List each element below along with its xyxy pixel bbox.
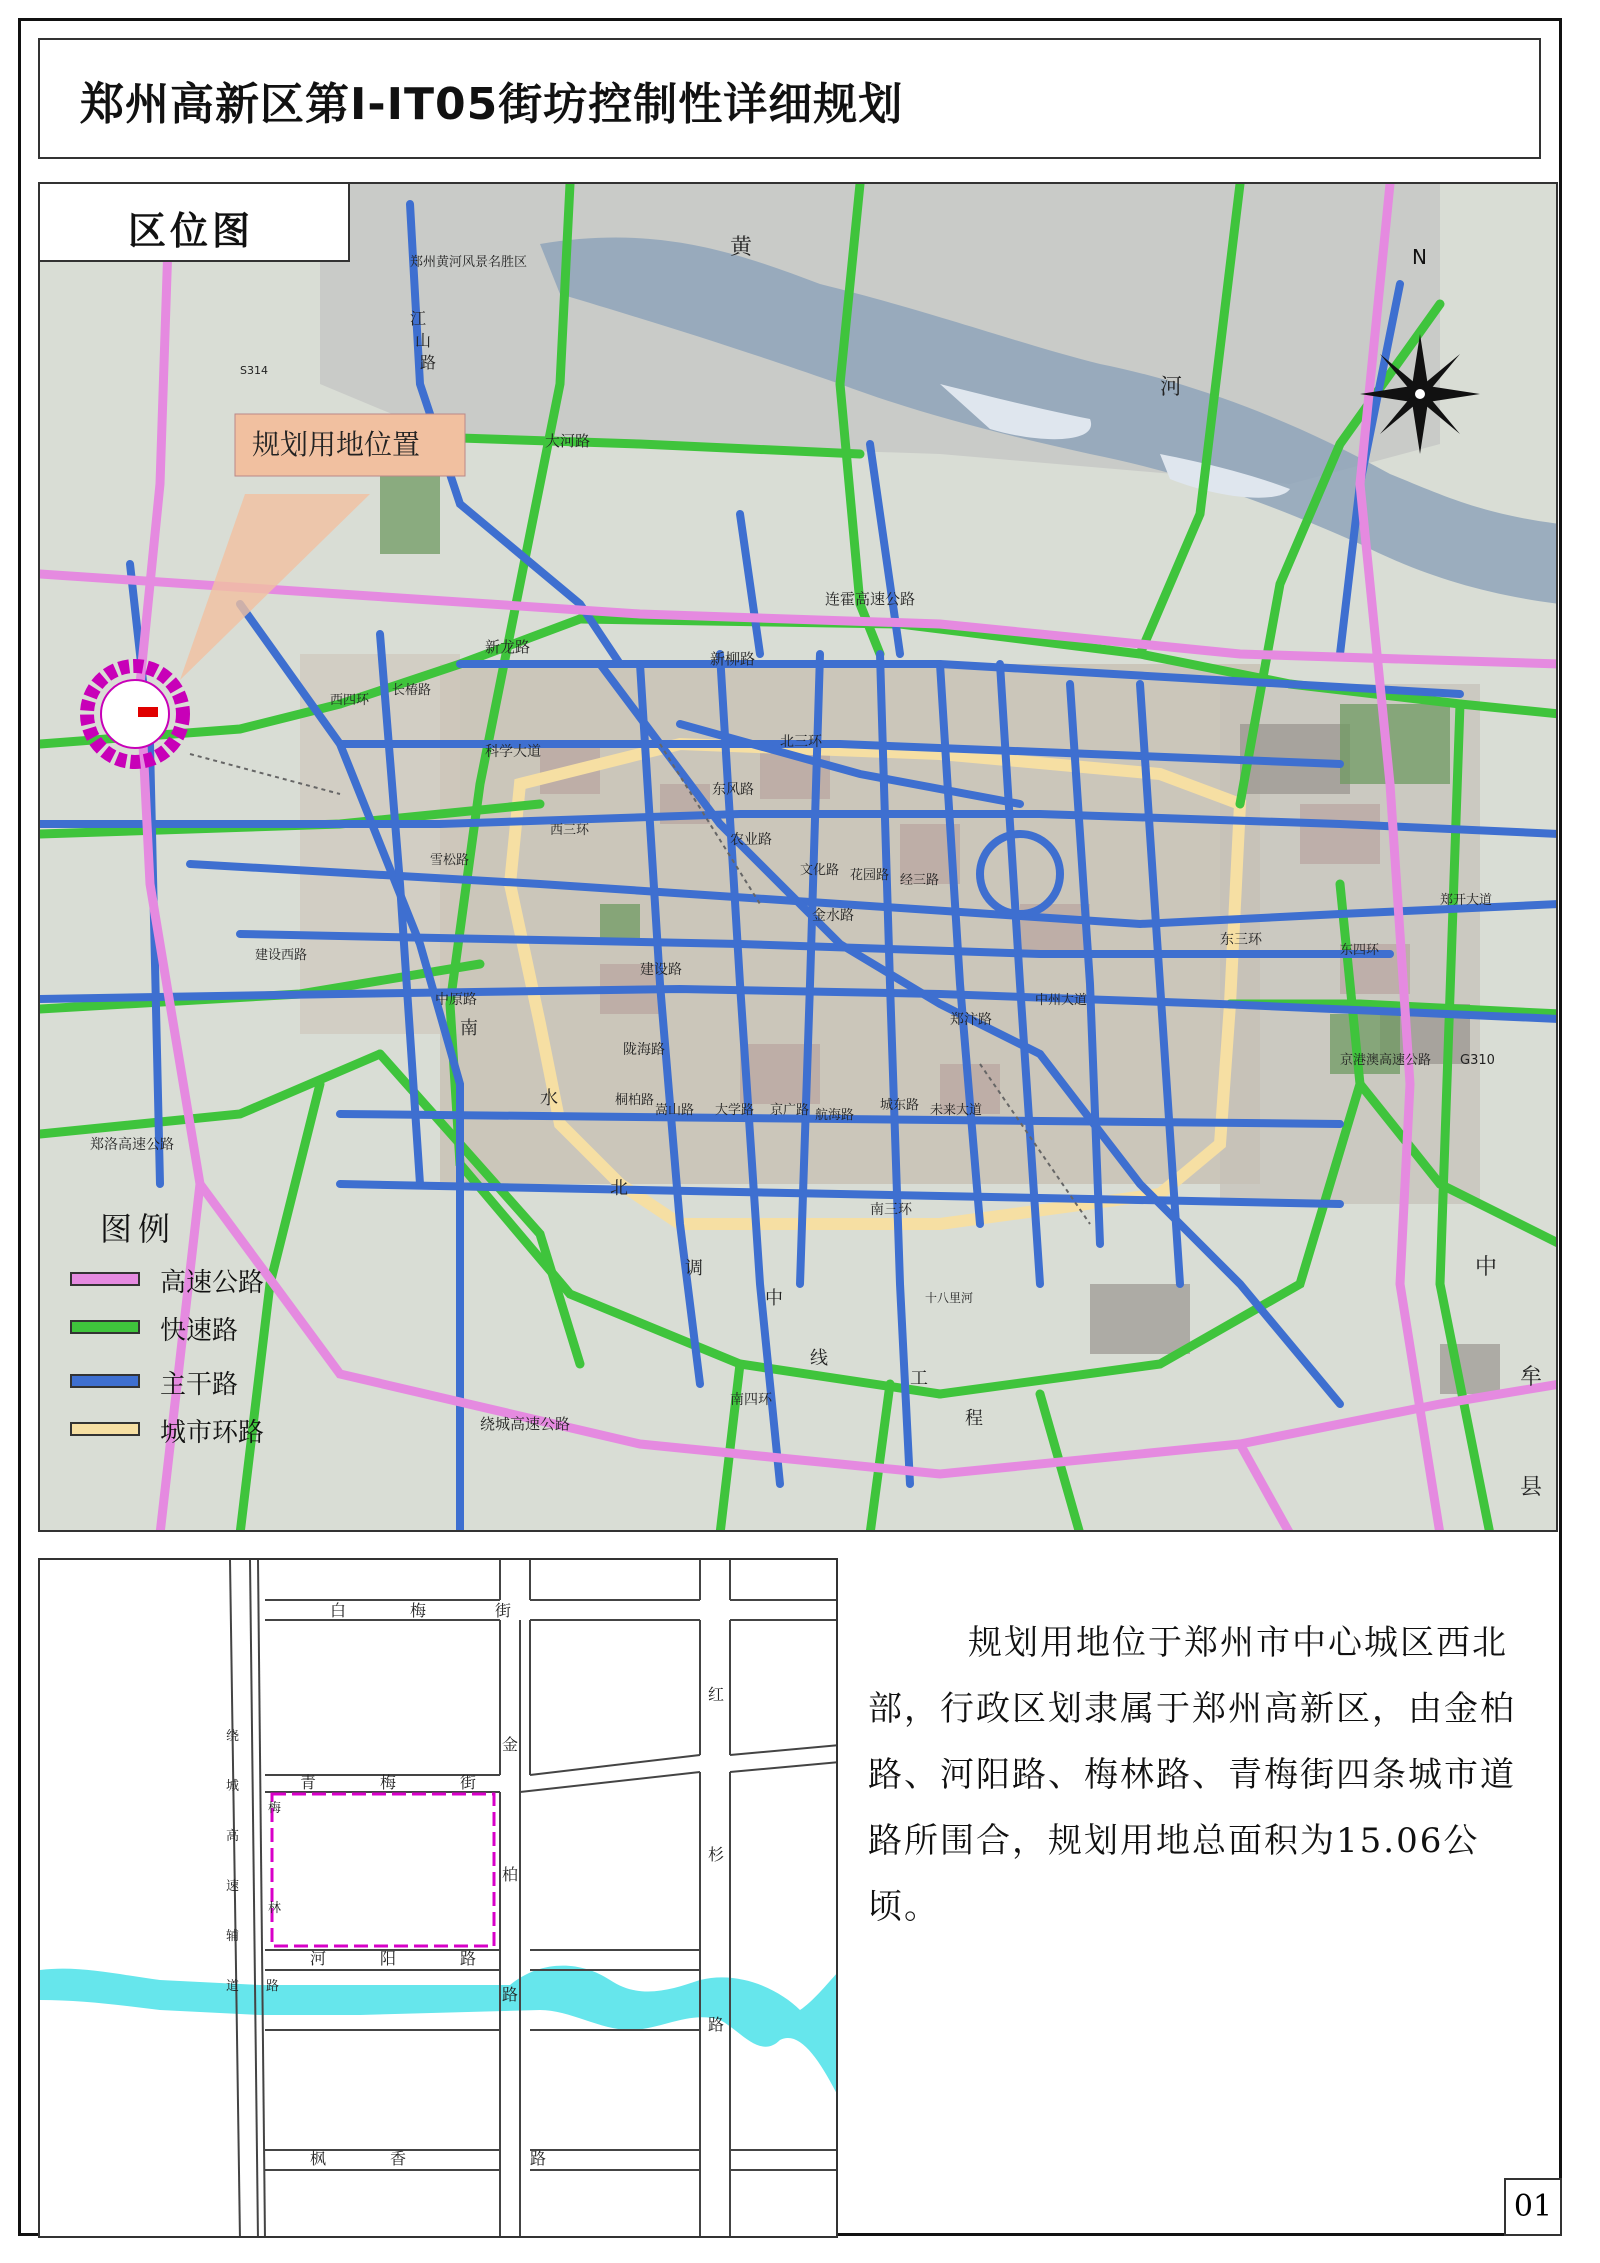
label-huayuan: 花园路 (850, 868, 890, 883)
label-dongfeng: 东风路 (712, 782, 754, 798)
label-mou: 牟 (1520, 1365, 1543, 1390)
label-dongsihuan: 东四环 (1340, 943, 1380, 958)
label-dongsanhuan: 东三环 (1220, 932, 1262, 948)
label-nongye: 农业路 (730, 832, 772, 848)
road-raocheng-2: 城 (226, 1779, 240, 1794)
label-xian2: 县 (1520, 1475, 1543, 1500)
label-changchun: 长椿路 (392, 683, 432, 698)
site-description-text: 规划用地位于郑州市中心城区西北部，行政区划隶属于郑州高新区，由金柏路、河阳路、梅林路、青梅街四条城市道路所围合，规划用地总面积为15.06公顷。 (868, 1623, 1516, 1927)
label-zhengbian: 郑汴路 (950, 1012, 992, 1028)
callout-label: 规划用地位置 (252, 428, 421, 461)
road-hongshan-3: 路 (708, 2015, 725, 2034)
label-longhai: 陇海路 (623, 1042, 665, 1058)
label-zhongzhou: 中州大道 (1035, 993, 1088, 1008)
road-fengxiang-3: 路 (530, 2149, 547, 2168)
label-lu: 路 (420, 353, 437, 372)
label-g310: G310 (1460, 1053, 1495, 1068)
label-xisanhuan: 西三环 (550, 823, 590, 838)
label-dahe: 大河路 (545, 432, 591, 450)
label-nan: 南 (460, 1018, 478, 1039)
label-shan: 山 (415, 331, 432, 350)
road-jinbai-2: 柏 (502, 1865, 519, 1884)
label-s314: S314 (240, 364, 268, 377)
label-jinggang: 京港澳高速公路 (1340, 1053, 1432, 1068)
legend-item-highway (70, 1262, 310, 1302)
north-letter: N (1412, 245, 1427, 269)
label-shui: 水 (540, 1088, 558, 1109)
road-raocheng-5: 辅 (226, 1929, 240, 1944)
label-zhong2: 中 (1475, 1255, 1498, 1280)
label-xinliu: 新柳路 (710, 650, 756, 668)
road-jinbai-1: 金 (502, 1735, 519, 1754)
street-qingmei-3: 街 (460, 1773, 477, 1792)
road-meilin-2: 林 (268, 1901, 282, 1916)
road-meilin-1: 梅 (268, 1801, 282, 1816)
location-map (38, 182, 1558, 1532)
road-heyang-2: 阳 (380, 1949, 397, 1968)
label-xinlong: 新龙路 (485, 638, 531, 656)
road-hongshan-2: 杉 (708, 1845, 725, 1864)
street-qingmei-2: 梅 (380, 1773, 397, 1792)
road-meilin-3: 路 (266, 1979, 280, 1994)
legend-swatch-ring (70, 1422, 140, 1436)
label-zhong: 中 (765, 1288, 783, 1309)
label-chengdong: 城东路 (880, 1098, 920, 1113)
label-lianhuo: 连霍高速公路 (825, 590, 916, 608)
label-jingguang: 京广路 (770, 1103, 810, 1118)
label-weilai: 未来大道 (930, 1103, 983, 1118)
label-nansanhuan: 南三环 (870, 1202, 912, 1218)
label-zhengluo: 郑洛高速公路 (90, 1137, 174, 1153)
label-beisanhuan: 北三环 (780, 734, 822, 750)
road-raocheng-3: 高 (226, 1829, 240, 1844)
site-map (38, 1558, 838, 2238)
page-title: 郑州高新区第I-IT05街坊控制性详细规划 (80, 79, 904, 130)
legend-label-expressway: 快速路 (160, 1316, 239, 1346)
label-songshan: 嵩山路 (655, 1103, 695, 1118)
legend-label-ring: 城市环路 (160, 1418, 265, 1448)
street-baimei-2: 梅 (410, 1601, 427, 1620)
legend-swatch-arterial (70, 1374, 140, 1388)
road-fengxiang-2: 香 (390, 2149, 407, 2168)
label-xian: 线 (810, 1348, 828, 1369)
legend-swatch-highway (70, 1272, 140, 1286)
label-cheng: 程 (965, 1408, 983, 1429)
title-box (38, 38, 1541, 159)
label-gong: 工 (910, 1368, 928, 1389)
legend-swatch-expressway (70, 1320, 140, 1334)
map-heading-box (40, 184, 350, 262)
label-wenhua: 文化路 (800, 863, 840, 878)
label-diao: 调 (685, 1258, 703, 1279)
legend-label-arterial: 主干路 (160, 1370, 239, 1400)
label-jiang: 江 (410, 309, 427, 328)
site-map-canvas (40, 1560, 838, 2238)
label-daxue: 大学路 (715, 1103, 755, 1118)
label-xisihuan: 西四环 (330, 693, 370, 708)
label-jinshui: 金水路 (812, 908, 854, 924)
label-kexue: 科学大道 (485, 744, 541, 760)
legend-item-expressway (70, 1310, 310, 1350)
road-raocheng-6: 道 (226, 1979, 240, 1994)
label-xuesong: 雪松路 (430, 853, 470, 868)
legend-item-ring (70, 1412, 310, 1452)
street-baimei-1: 白 (330, 1601, 347, 1620)
label-hanghai: 航海路 (815, 1108, 855, 1123)
site-marker (138, 707, 158, 717)
label-nansihuan: 南四环 (730, 1392, 772, 1408)
street-baimei-3: 街 (495, 1601, 512, 1620)
label-scenic: 郑州黄河风景名胜区 (410, 255, 528, 270)
street-qingmei-1: 青 (300, 1773, 317, 1792)
site-description (868, 1610, 1528, 1940)
legend-title: 图例 (100, 1210, 177, 1248)
legend-label-highway: 高速公路 (160, 1268, 265, 1298)
road-heyang-3: 路 (460, 1949, 477, 1968)
page-number: 01 (1504, 2178, 1562, 2236)
road-heyang-1: 河 (310, 1949, 327, 1968)
road-raocheng-4: 速 (226, 1879, 240, 1894)
map-heading: 区位图 (128, 209, 255, 253)
label-jianshexi: 建设西路 (255, 948, 308, 963)
road-jinbai-3: 路 (502, 1985, 519, 2004)
label-huang: 黄 (730, 235, 753, 260)
legend-item-arterial (70, 1364, 310, 1404)
label-jingsan: 经三路 (900, 873, 940, 888)
label-zhongyuan: 中原路 (435, 992, 477, 1008)
label-shibali: 十八里河 (925, 1291, 974, 1305)
label-bei: 北 (610, 1178, 628, 1199)
road-hongshan-1: 红 (708, 1685, 725, 1704)
road-fengxiang-1: 枫 (310, 2149, 327, 2168)
label-raocheng: 绕城高速公路 (480, 1415, 571, 1433)
label-jianshe: 建设路 (640, 962, 682, 978)
label-he: 河 (1160, 375, 1183, 400)
road-raocheng-1: 绕 (226, 1729, 240, 1744)
label-tongbai: 桐柏路 (615, 1093, 655, 1108)
label-zhengkai: 郑开大道 (1440, 893, 1493, 908)
